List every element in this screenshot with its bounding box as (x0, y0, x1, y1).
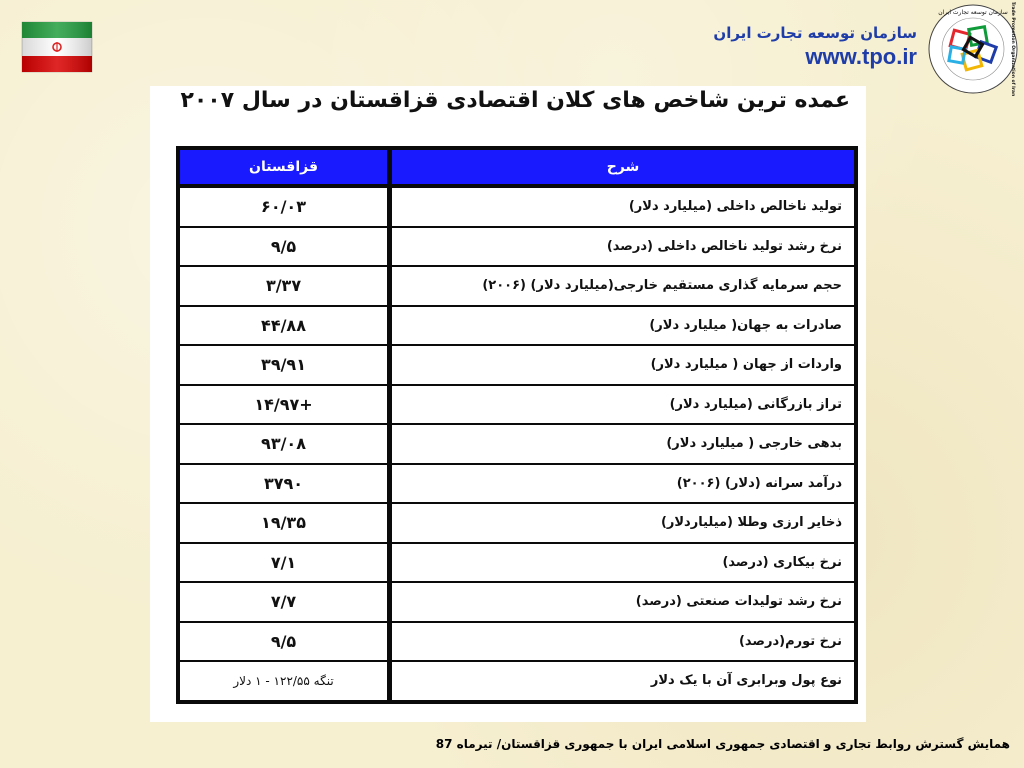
row-value: ۳۷۹۰ (180, 465, 387, 503)
row-description: نرخ رشد تولید ناخالص داخلی (درصد) (392, 228, 854, 266)
row-description: نرخ بیکاری (درصد) (392, 544, 854, 582)
tpo-logo (926, 2, 1020, 96)
row-description: حجم سرمایه گذاری مستقیم خارجی(میلیارد دلار) (۲۰۰۶) (392, 267, 854, 305)
row-value: ۹۳/۰۸ (180, 425, 387, 463)
org-url-link[interactable]: www.tpo.ir (805, 44, 917, 69)
table-row (180, 425, 854, 463)
table-row (180, 623, 854, 661)
footer-caption: همایش گسترش روابط تجاری و اقتصادی جمهوری اسلامی ایران با جمهوری قزاقستان/ تیرماه 87 (435, 737, 1010, 751)
row-value: ۷/۷ (180, 583, 387, 621)
row-value: ۳/۳۷ (180, 267, 387, 305)
row-description: ذخایر ارزی وطلا (میلیاردلار) (392, 504, 854, 542)
table-row (180, 307, 854, 345)
iran-flag-icon (20, 20, 94, 74)
indicators-table (176, 146, 858, 704)
table-row (180, 267, 854, 305)
table-row (180, 583, 854, 621)
row-value: ۱۹/۳۵ (180, 504, 387, 542)
row-description: صادرات به جهان( میلیارد دلار) (392, 307, 854, 345)
table-header-row (180, 150, 854, 184)
row-description: تراز بازرگانی (میلیارد دلار) (392, 386, 854, 424)
table-row (180, 386, 854, 424)
row-value: تنگه ۱۲۲/۵۵ - ۱ دلار (180, 662, 387, 700)
table-title: عمده ترین شاخص های کلان اقتصادی قزاقستان در سال ۲۰۰۷ (180, 88, 850, 113)
logo-top-text: سازمان توسعه تجارت ایران (938, 9, 1008, 16)
table-body (180, 188, 854, 700)
row-value: ۷/۱ (180, 544, 387, 582)
org-name: سازمان توسعه تجارت ایران (713, 24, 917, 42)
table-row (180, 346, 854, 384)
row-description: تولید ناخالص داخلی (میلیارد دلار) (392, 188, 854, 226)
table-panel (150, 86, 866, 722)
row-value: ۳۹/۹۱ (180, 346, 387, 384)
row-description: واردات از جهان ( میلیارد دلار) (392, 346, 854, 384)
row-value: ۴۴/۸۸ (180, 307, 387, 345)
col-header-desc: شرح (392, 150, 854, 184)
table-row (180, 662, 854, 700)
row-description: نرخ تورم(درصد) (392, 623, 854, 661)
col-header-value: قزاقستان (180, 150, 387, 184)
row-value: ۹/۵ (180, 623, 387, 661)
row-value: ۹/۵ (180, 228, 387, 266)
table-row (180, 465, 854, 503)
row-description: نوع پول وبرابری آن با یک دلار (392, 662, 854, 700)
row-description: نرخ رشد تولیدات صنعتی (درصد) (392, 583, 854, 621)
row-value: ۶۰/۰۳ (180, 188, 387, 226)
row-description: بدهی خارجی ( میلیارد دلار) (392, 425, 854, 463)
logo-side-text: Trade Promotion Organization of Iran (1010, 2, 1015, 96)
table-row (180, 188, 854, 226)
table-row (180, 544, 854, 582)
row-description: درآمد سرانه (دلار) (۲۰۰۶) (392, 465, 854, 503)
table-row (180, 504, 854, 542)
row-value: +۱۴/۹۷ (180, 386, 387, 424)
table-row (180, 228, 854, 266)
